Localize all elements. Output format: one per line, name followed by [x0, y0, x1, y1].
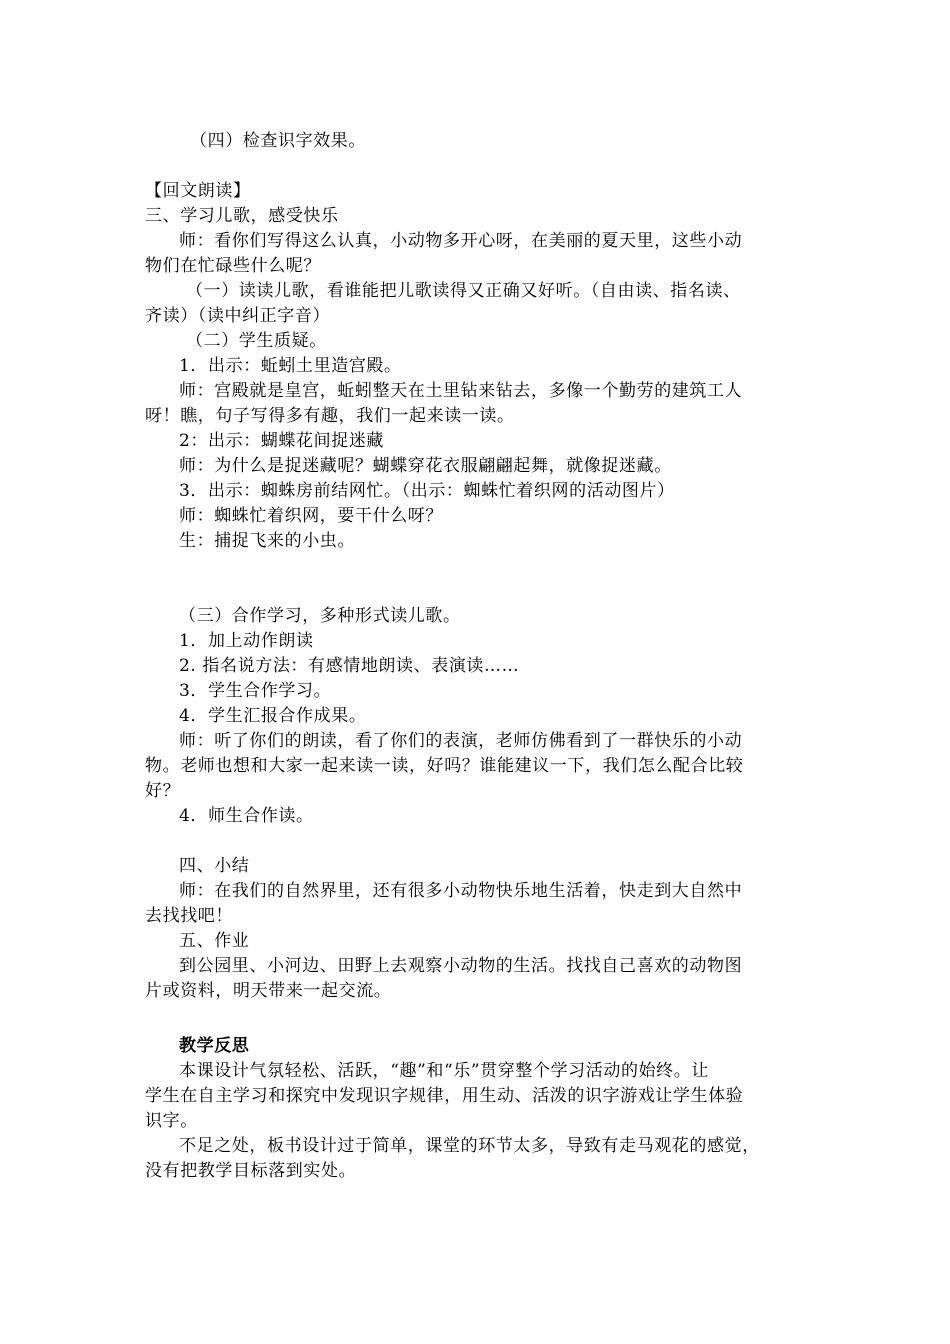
text-line: 没有把教学目标落到实处。 — [145, 1161, 357, 1181]
text-line: 师：蜘蛛忙着织网，要干什么呀？ — [179, 506, 443, 526]
text-line: 本课设计气氛轻松、活跃，“趣”和“乐”贯穿整个学习活动的始终。让 — [179, 1061, 709, 1081]
text-line: （二）学生质疑。 — [186, 331, 327, 351]
text-line: 识字。 — [145, 1111, 198, 1131]
text-line: 师：听了你们的朗读，看了你们的表演，老师仿佛看到了一群快乐的小动 — [179, 731, 743, 751]
text-line: 生：捕捉飞来的小虫。 — [179, 531, 355, 551]
text-line: 三、学习儿歌，感受快乐 — [145, 206, 339, 226]
text-line: 到公园里、小河边、田野上去观察小动物的生活。找找自己喜欢的动物图 — [179, 956, 743, 976]
text-line: 好？ — [145, 781, 181, 801]
text-line: 师：看你们写得这么认真，小动物多开心呀，在美丽的夏天里，这些小动 — [179, 231, 743, 251]
text-line: 4．学生汇报合作成果。 — [179, 706, 367, 726]
text-line: 齐读）（读中纠正字音） — [145, 306, 331, 326]
text-line: 物。老师也想和大家一起来读一读，好吗？谁能建议一下，我们怎么配合比较 — [145, 756, 744, 776]
text-line: 不足之处，板书设计过于简单，课堂的环节太多，导致有走马观花的感觉， — [179, 1136, 760, 1156]
text-line: 物们在忙碌些什么呢？ — [145, 256, 321, 276]
text-line: 师：宫殿就是皇宫，蚯蚓整天在土里钻来钻去，多像一个勤劳的建筑工人 — [179, 381, 743, 401]
section-heading: 教学反思 — [179, 1036, 250, 1056]
text-line: 师：为什么是捉迷藏呢？蝴蝶穿花衣服翩翩起舞，就像捉迷藏。 — [179, 456, 672, 476]
text-line: 3．学生合作学习。 — [179, 681, 332, 701]
text-line: 四、小结 — [179, 856, 250, 876]
text-line: 3．出示：蜘蛛房前结网忙。（出示：蜘蛛忙着织网的活动图片） — [179, 481, 675, 501]
text-line: （四）检查识字效果。 — [190, 131, 366, 151]
text-line: 【回文朗读】 — [145, 181, 251, 201]
text-line: 1．出示：蚯蚓土里造宫殿。 — [179, 356, 402, 376]
text-line: 4．师生合作读。 — [179, 806, 314, 826]
text-line: （一）读读儿歌，看谁能把儿歌读得又正确又好听。（自由读、指名读、 — [186, 281, 741, 301]
text-line: 2：出示：蝴蝶花间捉迷藏 — [179, 431, 385, 451]
text-line: 师：在我们的自然界里，还有很多小动物快乐地生活着，快走到大自然中 — [179, 881, 743, 901]
text-line: （三）合作学习，多种形式读儿歌。 — [179, 606, 461, 626]
text-line: 1．加上动作朗读 — [179, 631, 314, 651]
text-line: 2. 指名说方法：有感情地朗读、表演读…… — [179, 656, 520, 676]
text-line: 五、作业 — [179, 931, 250, 951]
text-line: 学生在自主学习和探究中发现识字规律，用生动、活泼的识字游戏让学生体验 — [145, 1086, 744, 1106]
text-line: 呀！瞧，句子写得多有趣，我们一起来读一读。 — [145, 406, 515, 426]
text-line: 片或资料，明天带来一起交流。 — [145, 981, 392, 1001]
text-line: 去找找吧！ — [145, 906, 233, 926]
